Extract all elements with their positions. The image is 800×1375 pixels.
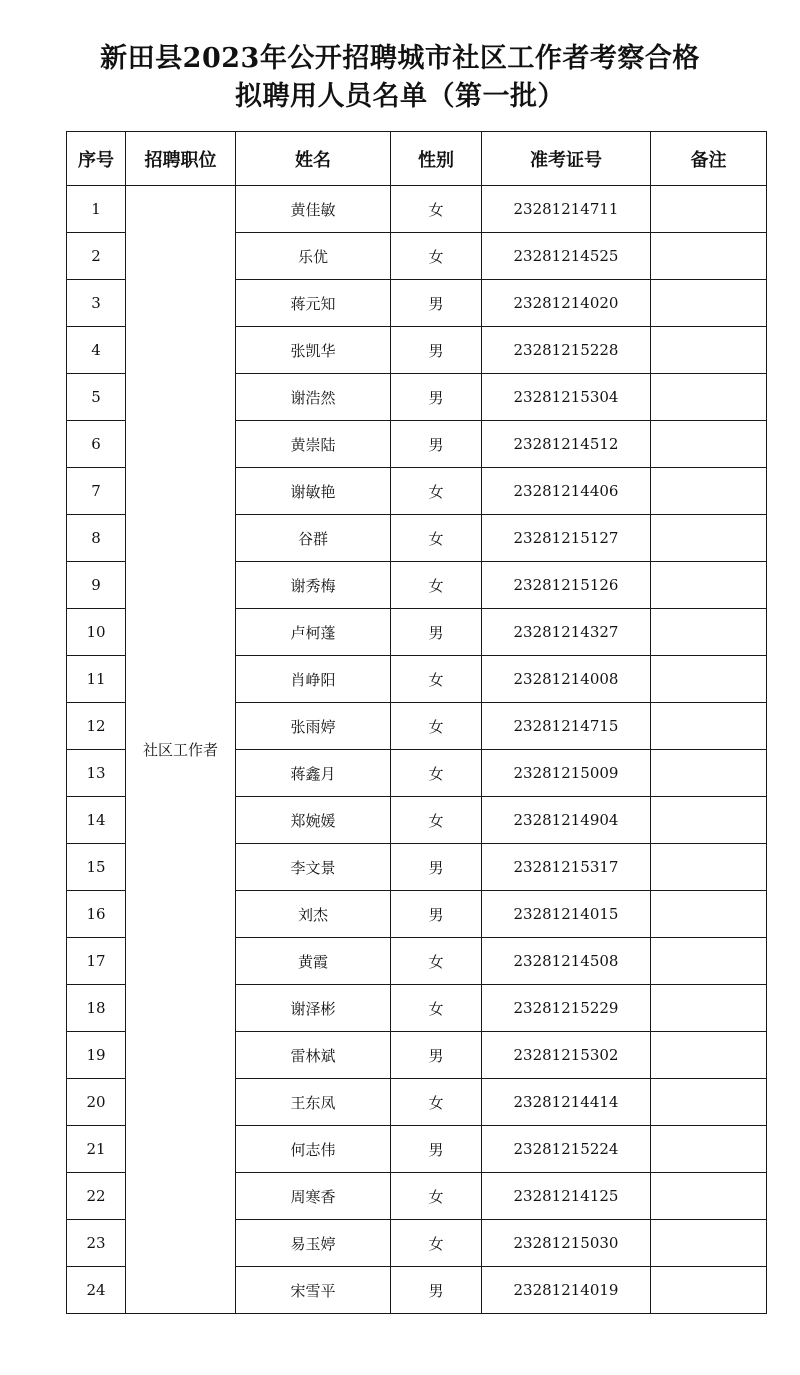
row-no-cell: 19 (67, 1032, 126, 1079)
name-cell: 雷林斌 (236, 1032, 391, 1079)
note-cell (651, 562, 767, 609)
name-cell: 黄崇陆 (236, 421, 391, 468)
exam-id-cell: 23281214327 (482, 609, 651, 656)
exam-id-cell: 23281214715 (482, 703, 651, 750)
note-cell (651, 1126, 767, 1173)
note-cell (651, 656, 767, 703)
exam-id-cell: 23281214020 (482, 280, 651, 327)
note-cell (651, 891, 767, 938)
note-cell (651, 609, 767, 656)
note-cell (651, 844, 767, 891)
name-cell: 易玉婷 (236, 1220, 391, 1267)
header-name: 姓名 (236, 132, 391, 186)
exam-id-cell: 23281215229 (482, 985, 651, 1032)
exam-id-cell: 23281214414 (482, 1079, 651, 1126)
gender-cell: 男 (391, 374, 482, 421)
gender-cell: 男 (391, 421, 482, 468)
note-cell (651, 327, 767, 374)
title-line-1: 新田县2023年公开招聘城市社区工作者考察合格 (100, 43, 700, 74)
header-exam-id: 准考证号 (482, 132, 651, 186)
exam-id-cell: 23281214711 (482, 186, 651, 233)
row-no-cell: 18 (67, 985, 126, 1032)
note-cell (651, 374, 767, 421)
header-position: 招聘职位 (126, 132, 236, 186)
row-no-cell: 8 (67, 515, 126, 562)
row-no-cell: 17 (67, 938, 126, 985)
name-cell: 谢浩然 (236, 374, 391, 421)
row-no-cell: 13 (67, 750, 126, 797)
row-no-cell: 24 (67, 1267, 126, 1314)
exam-id-cell: 23281214019 (482, 1267, 651, 1314)
exam-id-cell: 23281214508 (482, 938, 651, 985)
header-gender: 性别 (391, 132, 482, 186)
name-cell: 黄佳敏 (236, 186, 391, 233)
row-no-cell: 3 (67, 280, 126, 327)
table-body (67, 186, 767, 1314)
note-cell (651, 938, 767, 985)
note-cell (651, 186, 767, 233)
table-header-row (67, 132, 767, 186)
gender-cell: 女 (391, 938, 482, 985)
exam-id-cell: 23281215126 (482, 562, 651, 609)
name-cell: 乐优 (236, 233, 391, 280)
table-row (67, 186, 767, 233)
note-cell (651, 468, 767, 515)
exam-id-cell: 23281214512 (482, 421, 651, 468)
row-no-cell: 20 (67, 1079, 126, 1126)
name-cell: 郑婉媛 (236, 797, 391, 844)
exam-id-cell: 23281214015 (482, 891, 651, 938)
gender-cell: 男 (391, 1032, 482, 1079)
gender-cell: 女 (391, 562, 482, 609)
gender-cell: 男 (391, 327, 482, 374)
name-cell: 卢柯蓬 (236, 609, 391, 656)
row-no-cell: 14 (67, 797, 126, 844)
note-cell (651, 985, 767, 1032)
gender-cell: 男 (391, 1267, 482, 1314)
row-no-cell: 5 (67, 374, 126, 421)
header-no: 序号 (67, 132, 126, 186)
gender-cell: 男 (391, 1126, 482, 1173)
exam-id-cell: 23281214406 (482, 468, 651, 515)
exam-id-cell: 23281214904 (482, 797, 651, 844)
exam-id-cell: 23281215304 (482, 374, 651, 421)
row-no-cell: 1 (67, 186, 126, 233)
exam-id-cell: 23281215317 (482, 844, 651, 891)
gender-cell: 男 (391, 609, 482, 656)
row-no-cell: 6 (67, 421, 126, 468)
gender-cell: 女 (391, 1220, 482, 1267)
exam-id-cell: 23281215224 (482, 1126, 651, 1173)
gender-cell: 女 (391, 985, 482, 1032)
exam-id-cell: 23281214525 (482, 233, 651, 280)
title-line-2: 拟聘用人员名单（第一批） (235, 81, 565, 112)
exam-id-cell: 23281215030 (482, 1220, 651, 1267)
note-cell (651, 1220, 767, 1267)
name-cell: 何志伟 (236, 1126, 391, 1173)
name-cell: 张凯华 (236, 327, 391, 374)
note-cell (651, 1032, 767, 1079)
exam-id-cell: 23281215009 (482, 750, 651, 797)
name-cell: 肖峥阳 (236, 656, 391, 703)
note-cell (651, 750, 767, 797)
gender-cell: 男 (391, 891, 482, 938)
gender-cell: 女 (391, 703, 482, 750)
gender-cell: 女 (391, 468, 482, 515)
row-no-cell: 11 (67, 656, 126, 703)
gender-cell: 男 (391, 844, 482, 891)
header-note: 备注 (651, 132, 767, 186)
note-cell (651, 233, 767, 280)
note-cell (651, 1173, 767, 1220)
exam-id-cell: 23281215127 (482, 515, 651, 562)
exam-id-cell: 23281214008 (482, 656, 651, 703)
note-cell (651, 280, 767, 327)
row-no-cell: 9 (67, 562, 126, 609)
note-cell (651, 1267, 767, 1314)
gender-cell: 女 (391, 656, 482, 703)
position-cell: 社区工作者 (126, 186, 236, 1314)
row-no-cell: 4 (67, 327, 126, 374)
name-cell: 谢泽彬 (236, 985, 391, 1032)
name-cell: 李文景 (236, 844, 391, 891)
gender-cell: 女 (391, 750, 482, 797)
name-cell: 谢敏艳 (236, 468, 391, 515)
gender-cell: 女 (391, 515, 482, 562)
exam-id-cell: 23281215302 (482, 1032, 651, 1079)
note-cell (651, 703, 767, 750)
row-no-cell: 16 (67, 891, 126, 938)
name-cell: 蒋元知 (236, 280, 391, 327)
row-no-cell: 22 (67, 1173, 126, 1220)
row-no-cell: 2 (67, 233, 126, 280)
row-no-cell: 12 (67, 703, 126, 750)
gender-cell: 女 (391, 186, 482, 233)
note-cell (651, 1079, 767, 1126)
name-cell: 黄霞 (236, 938, 391, 985)
candidate-table (66, 131, 767, 1314)
name-cell: 张雨婷 (236, 703, 391, 750)
gender-cell: 女 (391, 797, 482, 844)
name-cell: 宋雪平 (236, 1267, 391, 1314)
name-cell: 王东凤 (236, 1079, 391, 1126)
row-no-cell: 23 (67, 1220, 126, 1267)
note-cell (651, 515, 767, 562)
exam-id-cell: 23281215228 (482, 327, 651, 374)
document-title (0, 40, 800, 116)
name-cell: 刘杰 (236, 891, 391, 938)
row-no-cell: 21 (67, 1126, 126, 1173)
gender-cell: 男 (391, 280, 482, 327)
name-cell: 谷群 (236, 515, 391, 562)
name-cell: 蒋鑫月 (236, 750, 391, 797)
name-cell: 周寒香 (236, 1173, 391, 1220)
note-cell (651, 421, 767, 468)
row-no-cell: 15 (67, 844, 126, 891)
gender-cell: 女 (391, 1173, 482, 1220)
row-no-cell: 10 (67, 609, 126, 656)
name-cell: 谢秀梅 (236, 562, 391, 609)
row-no-cell: 7 (67, 468, 126, 515)
note-cell (651, 797, 767, 844)
gender-cell: 女 (391, 233, 482, 280)
exam-id-cell: 23281214125 (482, 1173, 651, 1220)
gender-cell: 女 (391, 1079, 482, 1126)
